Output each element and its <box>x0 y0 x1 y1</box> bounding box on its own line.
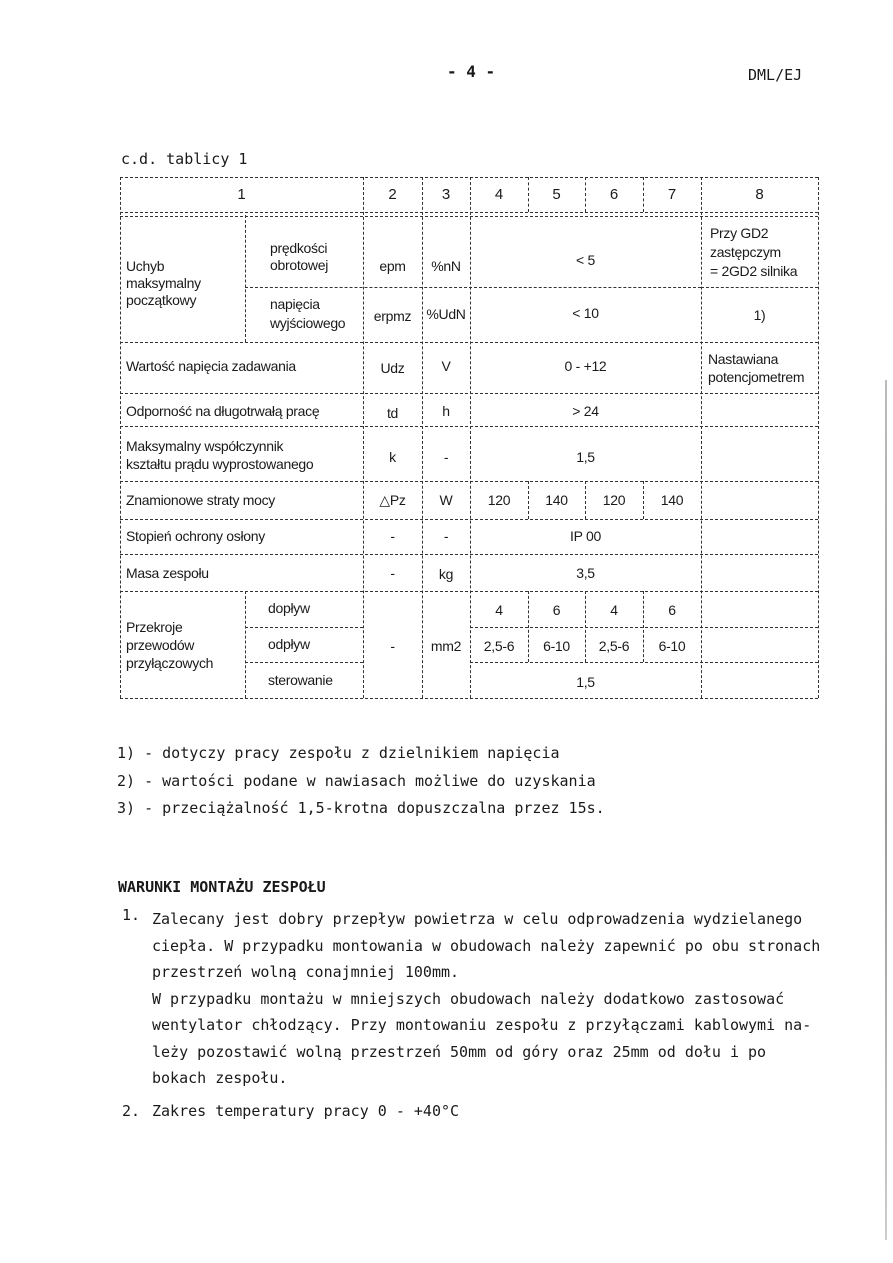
column-header: 7 <box>667 186 677 203</box>
cell-value: 2,5-6 <box>483 638 515 654</box>
list-number: 2. <box>122 1102 141 1120</box>
sub-label-napiecia: napięcia wyjściowego <box>270 296 346 331</box>
cell-value: < 5 <box>576 252 595 268</box>
rule <box>245 215 246 342</box>
rule <box>701 287 818 288</box>
cell-value: 120 <box>602 492 626 508</box>
row-label-odpornosc: Odporność na długotrwałą pracę <box>126 403 320 419</box>
cell-unit: - <box>443 528 449 544</box>
cell-symbol: - <box>390 528 395 544</box>
text-line: bokach zespołu. <box>152 1069 288 1087</box>
cell-value: 4 <box>610 602 618 618</box>
text-line: wentylator chłodzący. Przy montowaniu zespołu z przyłączami kablowymi na- <box>152 1016 812 1034</box>
rule <box>120 519 818 520</box>
cell-value: 1,5 <box>576 449 595 465</box>
cell-symbol: - <box>390 565 395 581</box>
list-text <box>152 906 820 1092</box>
cell-value: > 24 <box>572 403 599 419</box>
rule <box>120 481 818 482</box>
text-line: Zalecany jest dobry przepływ powietrza w celu odprowadzenia wydzielanego <box>152 910 803 928</box>
sub-label-doplyw: dopływ <box>268 600 310 616</box>
cell-value: 120 <box>487 492 511 508</box>
rule <box>245 591 246 698</box>
scan-edge <box>885 380 887 1240</box>
cell-unit: %nN <box>431 258 461 274</box>
cell-unit: %UdN <box>426 306 466 322</box>
rule <box>120 177 121 698</box>
rule <box>245 627 363 628</box>
rule <box>363 177 364 698</box>
row-label-przekroje: Przekroje przewodów przyłączowych <box>126 619 214 671</box>
cell-symbol: Udz <box>380 360 405 376</box>
sub-label-sterowanie: sterowanie <box>268 672 333 688</box>
cell-value: 3,5 <box>576 565 595 581</box>
cell-symbol: △Pz <box>379 492 406 508</box>
cell-note: Przy GD2 zastępczym = 2GD2 silnika <box>710 225 798 279</box>
cell-value: 4 <box>495 602 503 618</box>
cell-note: 1) <box>753 307 766 323</box>
column-header: 6 <box>609 186 619 203</box>
cell-unit: - <box>443 449 449 465</box>
cell-unit: h <box>442 403 450 419</box>
sub-label-predkosci: prędkości obrotowej <box>270 240 329 273</box>
cell-value: 6 <box>668 602 676 618</box>
row-label-napiecie: Wartość napięcia zadawania <box>126 358 296 374</box>
row-label-ochrona: Stopień ochrony osłony <box>126 528 265 544</box>
list-number: 1. <box>122 906 141 924</box>
cell-unit: kg <box>438 566 454 582</box>
cell-value: 6 <box>552 602 561 618</box>
text-line: leży pozostawić wolną przestrzeń 50mm od góry oraz 25mm od dołu i po <box>152 1042 767 1061</box>
table-caption: c.d. tablicy 1 <box>121 150 248 168</box>
cell-unit: W <box>439 492 453 508</box>
text-line: przestrzeń wolną conajmniej 100mm. <box>152 963 460 981</box>
rule <box>701 177 702 698</box>
column-header: 1 <box>237 186 246 203</box>
footnote: 3) - przeciążalność 1,5-krotna dopuszczalna przez 15s. <box>117 799 605 817</box>
rule <box>120 342 818 343</box>
cell-symbol: k <box>389 449 396 465</box>
cell-symbol: epm <box>379 258 406 274</box>
cell-note: Nastawiana potencjometrem <box>708 351 805 385</box>
rule <box>245 287 701 288</box>
column-header: 3 <box>441 186 451 203</box>
rule <box>120 554 818 555</box>
rule <box>470 627 818 628</box>
rule <box>470 662 818 663</box>
column-header: 8 <box>755 186 764 203</box>
text-line: ciepła. W przypadku montowania w obudowach należy zapewnić po obu stronach <box>152 936 821 955</box>
cell-value: 6-10 <box>543 638 570 654</box>
cell-value: IP 00 <box>570 528 601 544</box>
table-bottom-rule <box>120 698 818 699</box>
rule <box>120 591 818 592</box>
cell-value: 0 - +12 <box>564 358 607 374</box>
table-top-rule <box>120 177 818 178</box>
row-label-masa: Masa zespołu <box>126 565 209 581</box>
cell-value: 6-10 <box>658 638 686 654</box>
cell-symbol: erpmz <box>373 308 412 324</box>
footnote: 1) - dotyczy pracy zespołu z dzielnikiem napięcia <box>117 744 560 762</box>
cell-value: 140 <box>545 492 568 508</box>
rule <box>245 662 363 663</box>
row-label-straty: Znamionowe straty mocy <box>126 492 276 508</box>
sub-label-odplyw: odpływ <box>268 636 310 652</box>
cell-symbol: td <box>386 405 399 421</box>
rule <box>120 426 818 427</box>
text-line: W przypadku montażu w mniejszych obudowach należy dodatkowo zastosować <box>152 989 785 1008</box>
cell-value: < 10 <box>572 305 599 321</box>
rule <box>422 177 423 698</box>
column-header: 5 <box>552 186 561 203</box>
cell-symbol: - <box>390 638 395 654</box>
cell-unit: mm2 <box>430 638 462 654</box>
footnote: 2) - wartości podane w nawiasach możliwe do uzyskania <box>117 772 596 790</box>
column-header: 4 <box>494 186 504 203</box>
document-code: DML/EJ <box>748 66 803 84</box>
cell-unit: V <box>441 358 451 374</box>
rule <box>120 393 818 394</box>
page-number: - 4 - <box>447 62 496 81</box>
row-label-wspolczynnik: Maksymalny współczynnik kształtu prądu wyprostowanego <box>126 438 314 472</box>
list-text: Zakres temperatury pracy 0 - +40°C <box>152 1102 460 1120</box>
header-double-rule <box>120 212 818 217</box>
cell-value: 2,5-6 <box>598 638 630 654</box>
cell-value: 140 <box>660 492 684 508</box>
row-label-uchyb: Uchyb maksymalny początkowy <box>126 258 201 308</box>
column-header: 2 <box>388 186 397 203</box>
section-title: WARUNKI MONTAŻU ZESPOŁU <box>118 878 326 896</box>
rule <box>818 177 819 698</box>
cell-value: 1,5 <box>576 674 595 690</box>
